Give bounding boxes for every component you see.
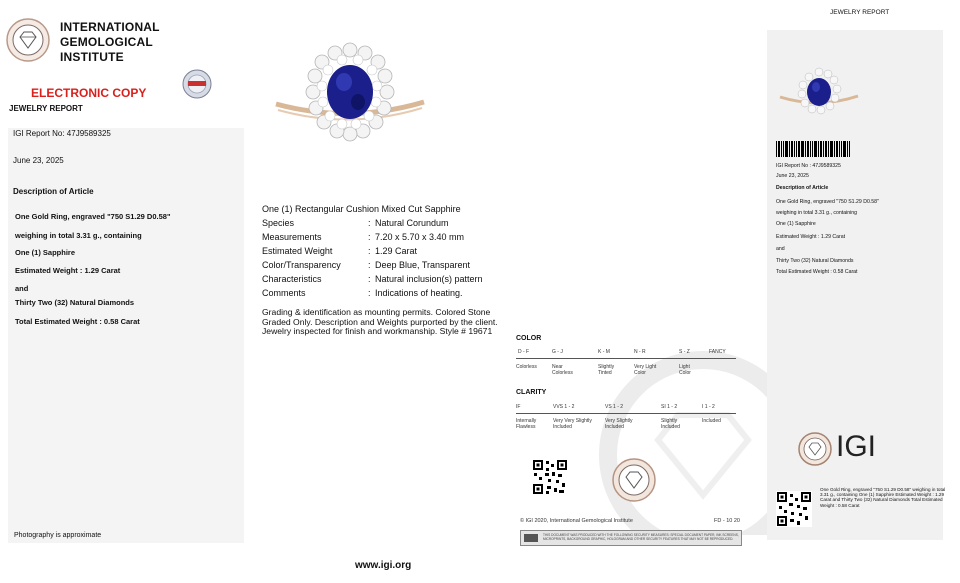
spec-label: Color/Transparency (262, 260, 341, 270)
spec-value: 1.29 Carat (375, 246, 418, 256)
right-description-title: Description of Article (776, 185, 829, 191)
desc-line: Total Estimated Weight : 0.58 Carat (15, 317, 140, 326)
igi-seal-stamp (612, 458, 656, 502)
spec-colon: : (368, 232, 371, 242)
security-text: THIS DOCUMENT WAS PRODUCED WITH THE FOLLOWING SECURITY MEASURES: SPECIAL DOCUMENT PAPER, INK SCREENS, MICROPRINTS, BACKGROUND GRAPHIC, HOLOGRAM AND OTHER SECURITY FEATURES THAT MAY NOT BE REPRODUCED. (543, 533, 739, 541)
clarity-scale-title: CLARITY (516, 389, 547, 396)
color-scale-line (516, 358, 736, 359)
spec-value: 7.20 x 5.70 x 3.40 mm (375, 232, 465, 242)
desc-line: One Gold Ring, engraved "750 S1.29 D0.58" (15, 212, 171, 221)
clarity-desc: Very Slightly Included (605, 418, 633, 430)
color-scale-title: COLOR (516, 335, 542, 342)
form-code: FD - 10 20 (714, 518, 740, 524)
desc-line: and (15, 284, 29, 293)
spec-colon: : (368, 246, 371, 256)
desc-line: One (1) Sapphire (15, 248, 76, 257)
spec-row (262, 218, 562, 231)
security-icon (524, 534, 538, 542)
barcode (776, 141, 850, 157)
right-desc-line: and (776, 246, 785, 252)
color-grade: K - M (598, 349, 610, 355)
color-desc: Near Colorless (552, 364, 573, 376)
clarity-scale-line (516, 413, 736, 414)
grading-note: Grading & identification as mounting permits. Colored Stone Graded Only. Description and Weights purported by the client. Jewelry inspected for finish and workmanship. Style # 19671 (262, 307, 498, 336)
verified-sticker-icon (182, 69, 212, 99)
igi-seal-icon (798, 432, 832, 466)
color-grade: FANCY (709, 349, 726, 355)
clarity-desc: Slightly Included (661, 418, 680, 430)
gemstone-title: One (1) Rectangular Cushion Mixed Cut Sapphire (262, 204, 461, 214)
clarity-desc: Included (702, 418, 721, 424)
spec-row (262, 288, 562, 301)
right-desc-line: weighing in total 3.31 g., containing (776, 210, 858, 216)
color-grade: S - Z (679, 349, 690, 355)
color-grade: G - J (552, 349, 563, 355)
clarity-grade: SI 1 - 2 (661, 404, 678, 410)
right-report-number: IGI Report No : 47J9589325 (776, 163, 841, 169)
qr-code-icon (532, 459, 568, 495)
jewelry-report-heading: JEWELRY REPORT (9, 104, 83, 113)
spec-label: Comments (262, 288, 306, 298)
spec-label: Measurements (262, 232, 322, 242)
institute-name: INTERNATIONAL GEMOLOGICAL INSTITUTE (60, 20, 160, 64)
right-bottom-description: One Gold Ring, engraved "750 S1.29 D0.58" weighing in total 3.31 g., containing One (1) Sapphire Estimated Weight : 1.29 Carat and Thirty Two (32) Natural Diamonds Total Estimated Weight : 0.58 Carat (820, 487, 946, 508)
clarity-grade: I 1 - 2 (702, 404, 715, 410)
spec-colon: : (368, 274, 371, 284)
desc-line: Estimated Weight : 1.29 Carat (15, 266, 121, 275)
security-strip (520, 530, 742, 546)
desc-line: weighing in total 3.31 g., containing (15, 231, 142, 240)
spec-value: Natural inclusion(s) pattern (375, 274, 483, 284)
right-jewelry-report-heading: JEWELRY REPORT (830, 9, 890, 16)
spec-label: Characteristics (262, 274, 322, 284)
description-title: Description of Article (13, 187, 94, 196)
igi-seal-logo (6, 18, 50, 62)
ring-photo (272, 38, 428, 152)
desc-line: Thirty Two (32) Natural Diamonds (15, 298, 135, 307)
right-desc-line: One (1) Sapphire (776, 221, 816, 227)
right-desc-line: One Gold Ring, engraved "750 S1.29 D0.58" (776, 199, 879, 205)
report-number: IGI Report No: 47J9589325 (13, 129, 111, 138)
spec-label: Species (262, 218, 295, 228)
clarity-desc: Very Very Slightly Included (553, 418, 592, 430)
spec-row (262, 246, 562, 259)
clarity-desc: Internally Flawless (516, 418, 537, 430)
color-desc: Slightly Tinted (598, 364, 615, 376)
clarity-grade: VVS 1 - 2 (553, 404, 575, 410)
right-desc-line: Estimated Weight : 1.29 Carat (776, 234, 846, 240)
right-desc-line: Thirty Two (32) Natural Diamonds (776, 258, 854, 264)
spec-row (262, 232, 562, 245)
color-grade: D - F (518, 349, 530, 355)
website-link[interactable]: www.igi.org (355, 560, 412, 571)
spec-colon: : (368, 218, 371, 228)
color-desc: Colorless (516, 364, 537, 370)
spec-colon: : (368, 260, 371, 270)
copyright-line: © IGI 2020, International Gemological Institute (520, 518, 633, 524)
color-desc: Very Light Color (634, 364, 657, 376)
spec-label: Estimated Weight (262, 246, 333, 256)
right-report-date: June 23, 2025 (776, 173, 809, 179)
right-desc-line: Total Estimated Weight : 0.58 Carat (776, 269, 858, 275)
spec-value: Natural Corundum (375, 218, 449, 228)
spec-row (262, 260, 562, 273)
report-date: June 23, 2025 (13, 156, 64, 165)
spec-value: Deep Blue, Transparent (375, 260, 471, 270)
electronic-copy-label: ELECTRONIC COPY (31, 86, 147, 100)
color-desc: Light Color (679, 364, 691, 376)
igi-brand-logo (798, 432, 888, 468)
spec-colon: : (368, 288, 371, 298)
spec-value: Indications of heating. (375, 288, 463, 298)
photography-note: Photography is approximate (14, 532, 102, 539)
igi-brand-text: IGI (836, 430, 877, 463)
spec-row (262, 274, 562, 287)
clarity-grade: IF (516, 404, 521, 410)
color-grade: N - R (634, 349, 646, 355)
right-qr-code-icon (776, 491, 812, 527)
ring-photo-small (778, 65, 860, 121)
clarity-grade: VS 1 - 2 (605, 404, 624, 410)
